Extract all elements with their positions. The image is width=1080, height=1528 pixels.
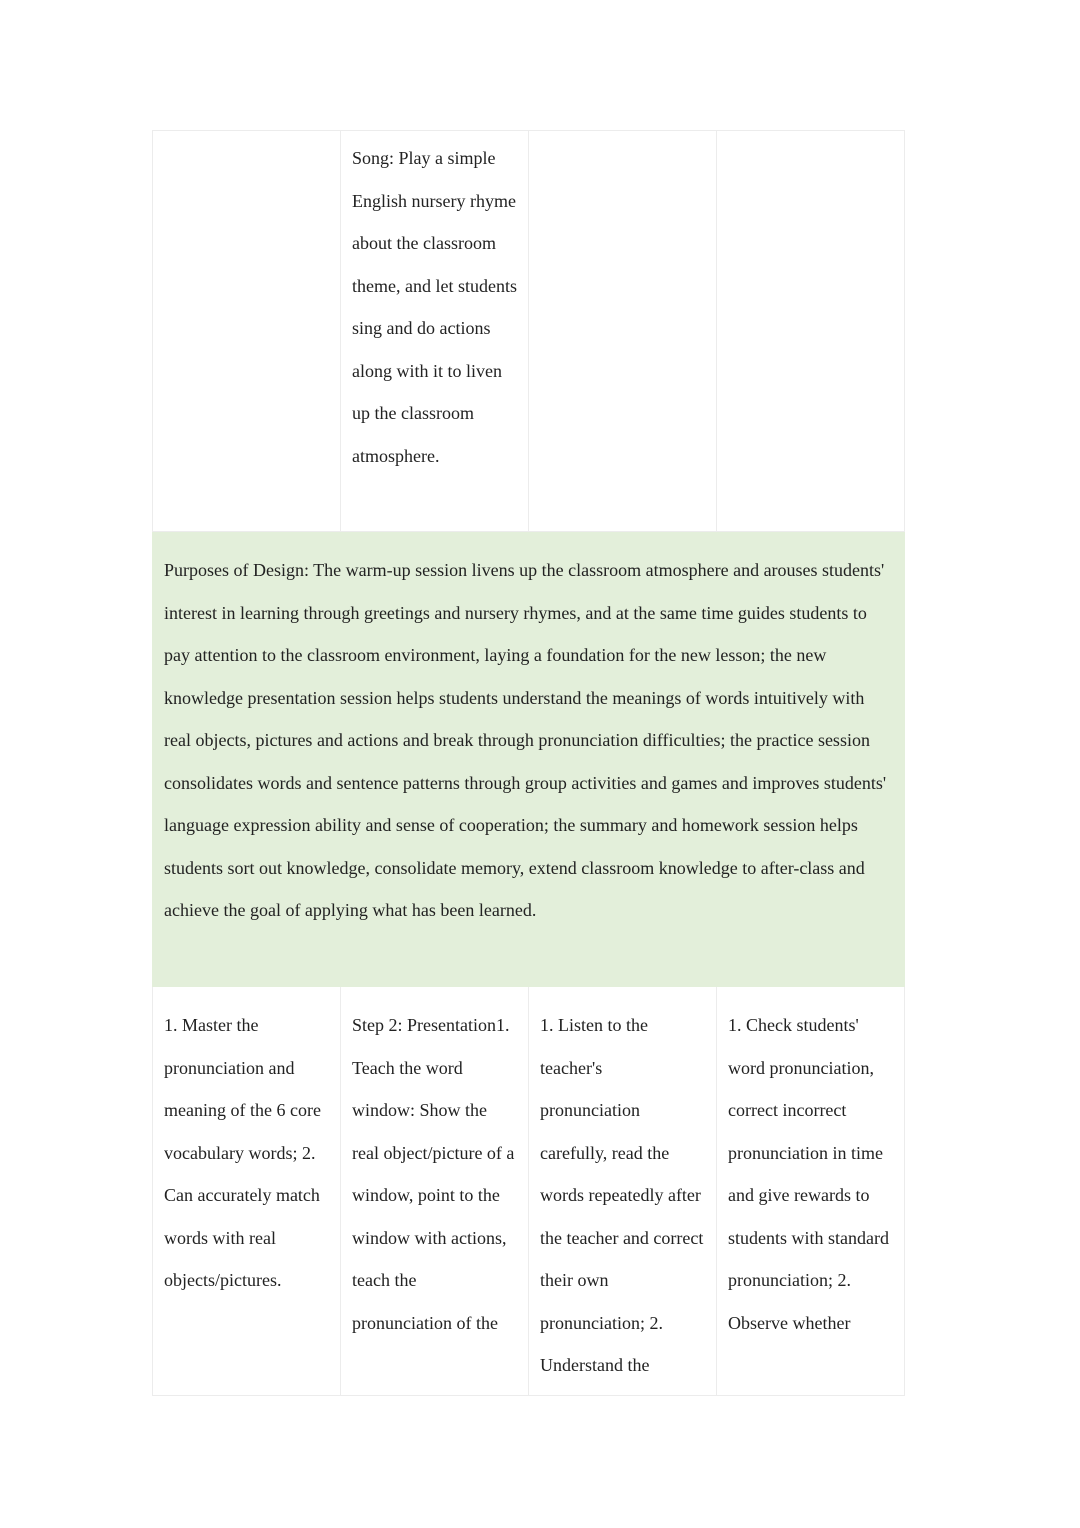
cell-text (529, 131, 716, 145)
table-cell-evaluation (717, 987, 905, 1396)
table-cell-empty (717, 131, 905, 532)
purposes-of-design-cell (153, 532, 905, 987)
lesson-plan-table (152, 130, 905, 1396)
table-cell-objectives (153, 987, 341, 1396)
table-row-purposes (153, 532, 905, 987)
table-cell-teacher-activity (341, 987, 529, 1396)
table-cell-empty (153, 131, 341, 532)
objectives-text: 1. Master the pronunciation and meaning of the 6 core vocabulary words; 2. Can accurately match words with real objects/pictures. (164, 1015, 321, 1290)
teacher-activity-text: Step 2: Presentation1. Teach the word window: Show the real object/picture of a window, point to the window with actions, teach the pronunciation of the (352, 1015, 515, 1333)
student-activity-text: 1. Listen to the teacher's pronunciation carefully, read the words repeatedly after the teacher and correct their own pronunciation; 2. Understand the (540, 1015, 704, 1375)
song-activity-text: Song: Play a simple English nursery rhyme about the classroom theme, and let students sing and do actions along with it to liven up the classroom atmosphere. (352, 148, 517, 466)
table-cell-empty (529, 131, 717, 532)
cell-text (153, 131, 340, 145)
purposes-of-design-text: Purposes of Design: The warm-up session livens up the classroom atmosphere and arouses students' interest in learning through greetings and nursery rhymes, and at the same time guides students to pay attention to the classroom environment, laying a foundation for the new lesson; the new knowledge presentation session helps students understand the meanings of words intuitively with real objects, pictures and actions and break through pronunciation difficulties; the practice session consolidates words and sentence patterns through group activities and games and improves students' language expression ability and sense of cooperation; the summary and homework session helps students sort out knowledge, consolidate memory, extend classroom knowledge to after-class and achieve the goal of applying what has been learned. (164, 560, 887, 920)
table-cell-student-activity (529, 987, 717, 1396)
table-row-song (153, 131, 905, 532)
cell-text (717, 131, 904, 145)
evaluation-text: 1. Check students' word pronunciation, correct incorrect pronunciation in time and give rewards to students with standard pronunciation; 2. Observe whether (728, 1015, 889, 1333)
table-cell-song (341, 131, 529, 532)
table-row-step2 (153, 987, 905, 1396)
